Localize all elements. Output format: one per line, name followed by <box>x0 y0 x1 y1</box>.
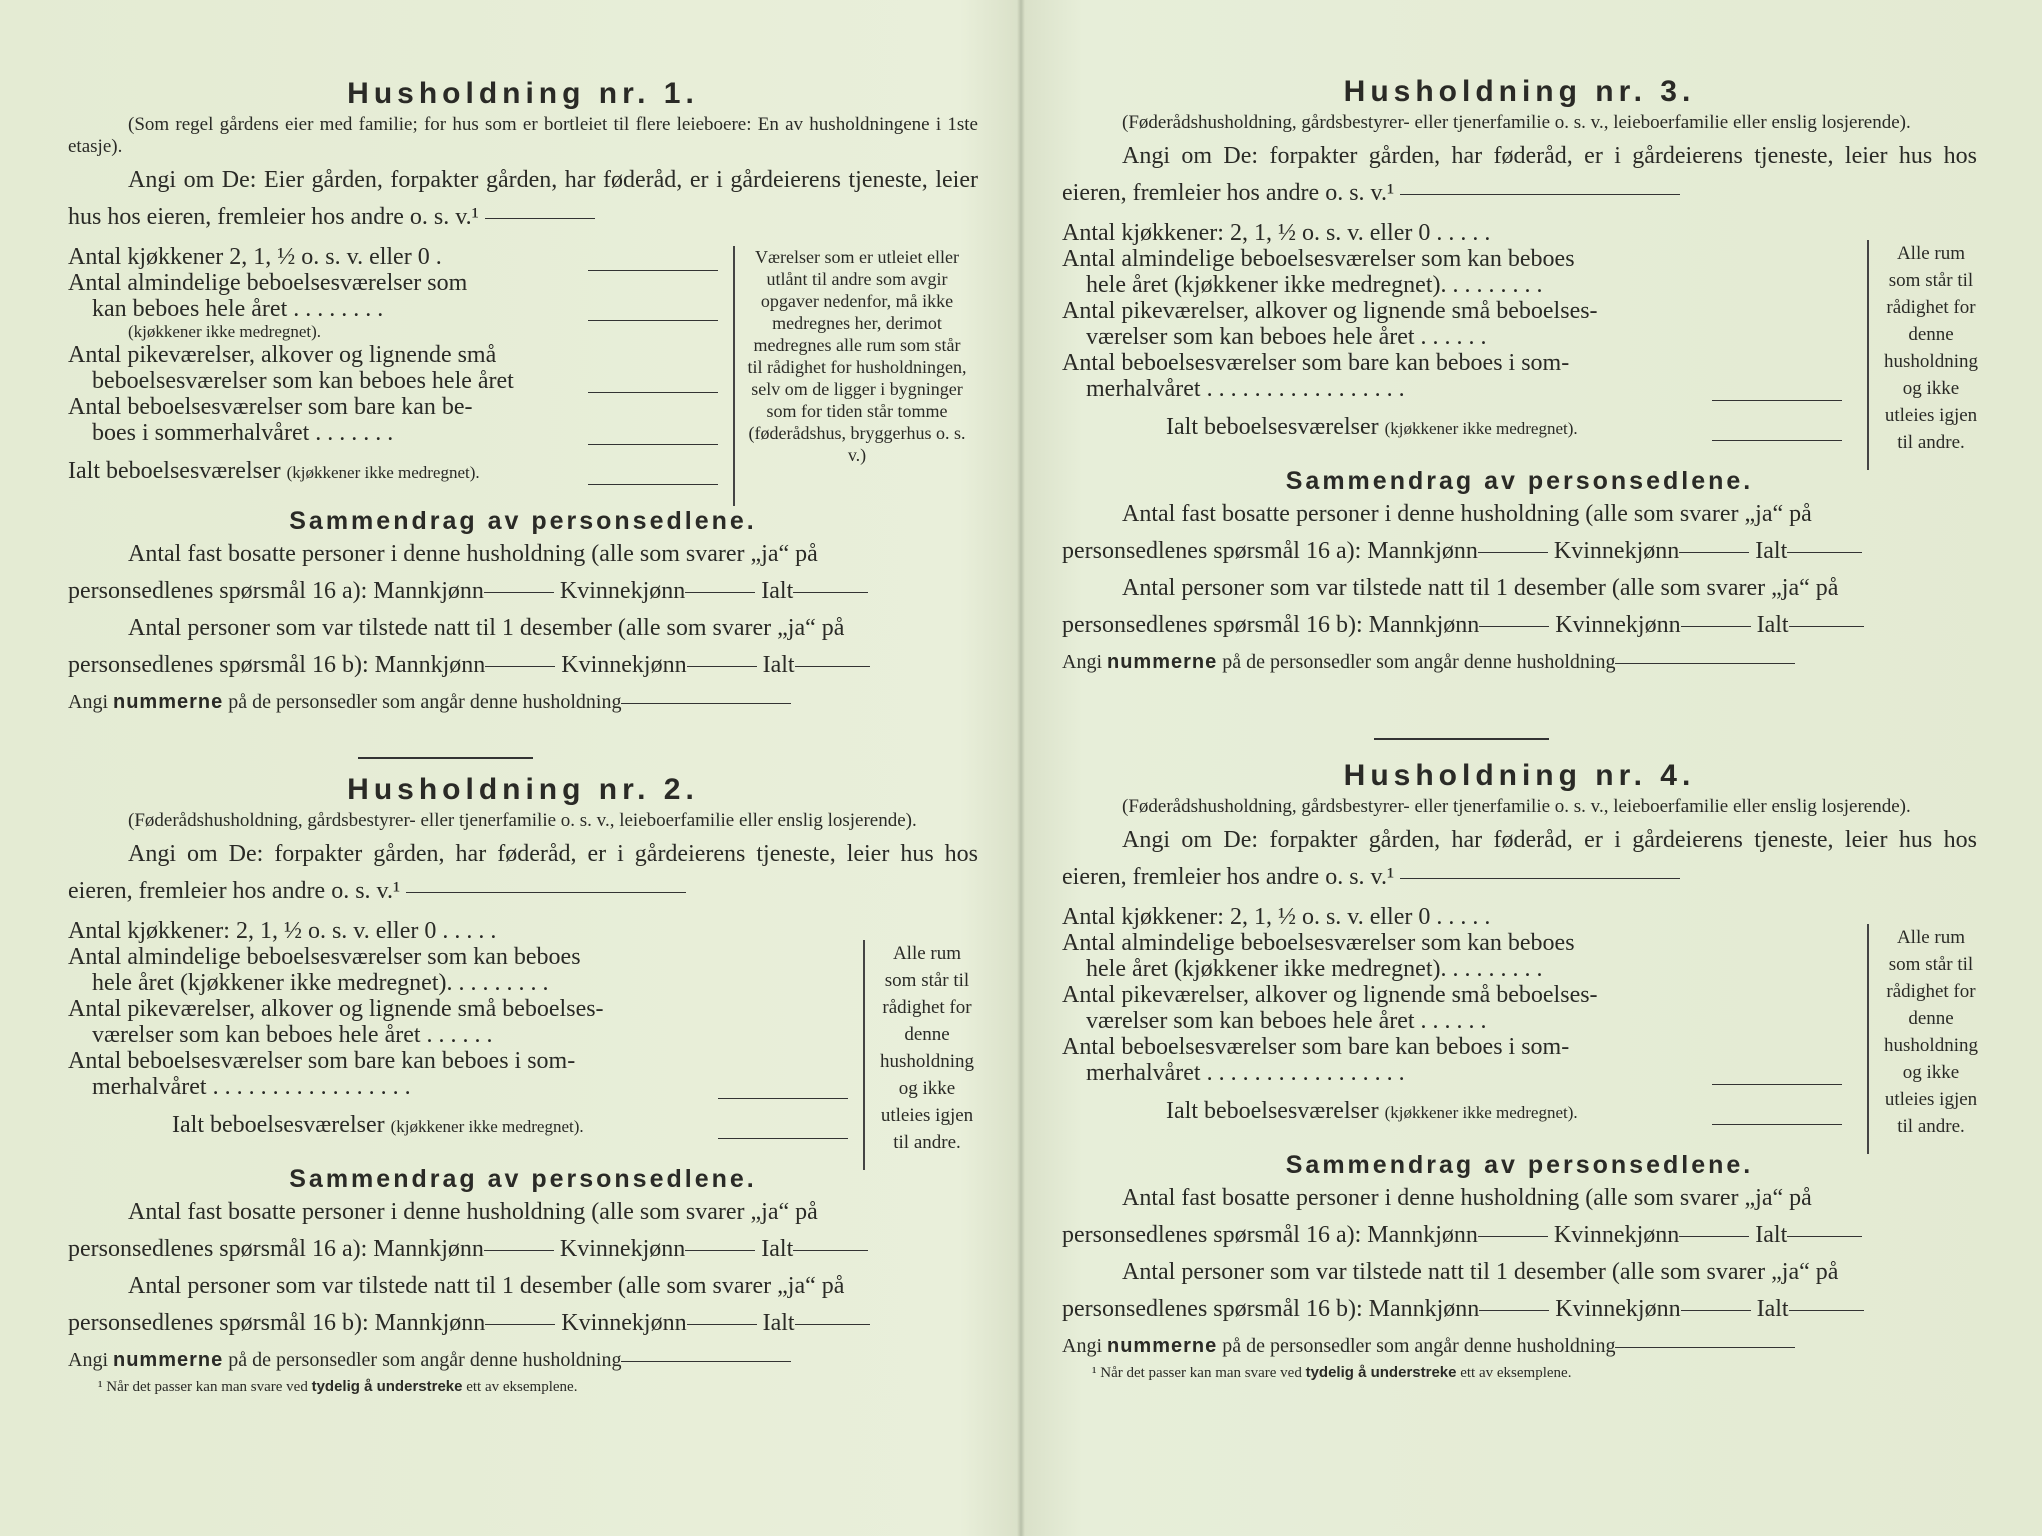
rooms-summer: Antal beboelsesværelser som bare kan beboes i som- <box>68 1048 576 1074</box>
left-page <box>68 0 978 1536</box>
summer-answer-line[interactable] <box>1712 1084 1842 1085</box>
summer-answer-line[interactable] <box>718 1098 848 1099</box>
section-divider <box>1374 738 1549 740</box>
household-2-question: Angi om De: forpakter gården, har føderåd, er i gårdeierens tjeneste, leier hus hos eieren, fremleier hos andre o. s. v.¹ <box>68 841 978 904</box>
male-present-line[interactable] <box>485 665 555 667</box>
total-resident-line[interactable] <box>793 1249 868 1251</box>
rooms-summer-cont: boes i sommerhalvåret . . . . . . . <box>68 420 728 446</box>
summer-answer-line[interactable] <box>588 444 718 445</box>
household-4-note: (Føderådshusholdning, gårdsbestyrer- eller tjenerfamilie o. s. v., leieboerfamilie eller enslig losjerende). <box>1122 796 1911 817</box>
summary-q1: Antal fast bosatte personer i denne husholdning (alle som svarer „ja“ på personsedlenes spørsmål 16 a): Mannkjønn Kvinnekjønn Ialt <box>68 1194 978 1268</box>
rooms-kitchens: Antal kjøkkener: 2, 1, ½ o. s. v. eller 0 . . . . . <box>1062 904 1491 930</box>
household-4-question: Angi om De: forpakter gården, har føderåd, er i gårdeierens tjeneste, leier hus hos eieren, fremleier hos andre o. s. v.¹ <box>1062 827 1977 890</box>
rooms-total: Ialt beboelsesværelser (kjøkkener ikke medregnet). <box>1062 414 1852 442</box>
page-fold <box>1017 0 1025 1536</box>
male-present-line[interactable] <box>1479 1309 1549 1311</box>
summary-numbers: Angi nummerne på de personsedler som angår denne husholdning <box>1062 648 1977 676</box>
male-resident-line[interactable] <box>484 591 554 593</box>
summary-q1: Antal fast bosatte personer i denne husholdning (alle som svarer „ja“ på personsedlenes spørsmål 16 a): Mannkjønn Kvinnekjønn Ialt <box>68 536 978 610</box>
household-1-question: Angi om De: Eier gården, forpakter gården, har føderåd, er i gårdeierens tjeneste, leier hus hos eieren, fremleier hos andre o. s. v.¹ <box>68 167 978 230</box>
section-divider <box>358 757 533 759</box>
rooms-summer-cont: merhalvåret . . . . . . . . . . . . . . . . . <box>1062 376 1852 402</box>
household-2-answer-line[interactable] <box>406 891 686 893</box>
summary-title: Sammendrag av personsedlene. <box>1285 1151 1754 1179</box>
rooms-ordinary-cont: hele året (kjøkkener ikke medregnet). . . . . . . . . <box>92 970 549 996</box>
household-1 <box>68 76 978 716</box>
summer-answer-line[interactable] <box>1712 400 1842 401</box>
total-answer-line[interactable] <box>718 1138 848 1139</box>
household-4-rooms <box>1062 904 1852 1126</box>
rooms-ordinary-cont: hele året (kjøkkener ikke medregnet). . . . . . . . . <box>1086 272 1543 298</box>
female-present-line[interactable] <box>687 665 757 667</box>
rooms-summer-cont: merhalvåret . . . . . . . . . . . . . . . . . <box>1062 1060 1852 1086</box>
female-resident-line[interactable] <box>685 1249 755 1251</box>
rooms-small: Antal pikeværelser, alkover og lignende små beboelses- <box>1062 298 1598 324</box>
small-answer-line[interactable] <box>588 392 718 393</box>
household-2 <box>68 772 978 1396</box>
total-present-line[interactable] <box>795 665 870 667</box>
rooms-ordinary-cont: hele året (kjøkkener ikke medregnet). . . . . . . . . <box>1086 956 1543 982</box>
total-resident-line[interactable] <box>1787 1235 1862 1237</box>
household-3-summary <box>1062 466 1977 676</box>
rooms-ordinary: Antal almindelige beboelsesværelser som <box>68 270 468 296</box>
household-4-answer-line[interactable] <box>1400 877 1680 879</box>
summary-q2: Antal personer som var tilstede natt til 1 desember (alle som svarer „ja“ på personsedlenes spørsmål 16 b): Mannkjønn Kvinnekjønn Ialt <box>1062 1254 1977 1328</box>
household-2-title: Husholdning nr. 2. <box>347 773 699 806</box>
male-resident-line[interactable] <box>1478 551 1548 553</box>
household-2-summary <box>68 1164 978 1396</box>
total-present-line[interactable] <box>1789 1309 1864 1311</box>
right-page <box>1062 0 1977 1536</box>
rooms-ordinary: Antal almindelige beboelsesværelser som kan beboes <box>1062 930 1575 956</box>
rooms-small-cont: værelser som kan beboes hele året . . . . . . <box>1086 324 1487 350</box>
total-answer-line[interactable] <box>588 484 718 485</box>
rooms-small: Antal pikeværelser, alkover og lignende små beboelses- <box>1062 982 1598 1008</box>
household-3-title: Husholdning nr. 3. <box>1343 75 1696 108</box>
female-present-line[interactable] <box>1681 1309 1751 1311</box>
household-1-note: (Som regel gårdens eier med familie; for hus som er bortleiet til flere leieboere: En av husholdningene i 1ste etasje). <box>68 114 978 157</box>
household-2-note: (Føderådshusholdning, gårdsbestyrer- eller tjenerfamilie o. s. v., leieboerfamilie eller enslig losjerende). <box>128 810 917 831</box>
numbers-answer-line[interactable] <box>621 702 791 704</box>
female-resident-line[interactable] <box>1679 1235 1749 1237</box>
ordinary-answer-line[interactable] <box>588 320 718 321</box>
male-resident-line[interactable] <box>484 1249 554 1251</box>
rooms-summer: Antal beboelsesværelser som bare kan be- <box>68 394 473 420</box>
total-answer-line[interactable] <box>1712 1124 1842 1125</box>
male-resident-line[interactable] <box>1478 1235 1548 1237</box>
household-3-side-note: Alle rum som står til rådighet for denne husholdning og ikke utleies igjen til andre. <box>1867 240 1981 470</box>
summary-q2: Antal personer som var tilstede natt til 1 desember (alle som svarer „ja“ på personsedlenes spørsmål 16 b): Mannkjønn Kvinnekjønn Ialt <box>68 1268 978 1342</box>
household-3-question: Angi om De: forpakter gården, har føderåd, er i gårdeierens tjeneste, leier hus hos eieren, fremleier hos andre o. s. v.¹ <box>1062 143 1977 206</box>
male-present-line[interactable] <box>485 1323 555 1325</box>
rooms-total: Ialt beboelsesværelser (kjøkkener ikke medregnet). <box>68 1112 848 1140</box>
summary-title: Sammendrag av personsedlene. <box>289 1165 757 1193</box>
rooms-ordinary-cont: kan beboes hele året . . . . . . . . <box>68 296 728 322</box>
household-4-title: Husholdning nr. 4. <box>1343 759 1696 792</box>
rooms-total: Ialt beboelsesværelser (kjøkkener ikke medregnet). <box>68 458 728 486</box>
rooms-small: Antal pikeværelser, alkover og lignende små <box>68 342 497 368</box>
rooms-small: Antal pikeværelser, alkover og lignende små beboelses- <box>68 996 604 1022</box>
rooms-kitchens: Antal kjøkkener: 2, 1, ½ o. s. v. eller 0 . . . . . <box>68 918 497 944</box>
household-1-side-note: Værelser som er utleiet eller utlånt til andre som avgir opgaver nedenfor, må ikke medregnes her, derimot medregnes alle rum som står til rådighet for husholdningen, selv om de ligger i bygninger som for tiden står tomme (føderådshus, bryggerhus o. s. v.) <box>733 246 967 506</box>
rooms-small-cont: værelser som kan beboes hele året . . . . . . <box>1086 1008 1487 1034</box>
household-4-summary <box>1062 1150 1977 1382</box>
rooms-note: (kjøkkener ikke medregnet). <box>128 322 322 341</box>
household-1-answer-line[interactable] <box>485 217 595 219</box>
summary-q2: Antal personer som var tilstede natt til 1 desember (alle som svarer „ja“ på personsedlenes spørsmål 16 b): Mannkjønn Kvinnekjønn Ialt <box>1062 570 1977 644</box>
summary-q1: Antal fast bosatte personer i denne husholdning (alle som svarer „ja“ på personsedlenes spørsmål 16 a): Mannkjønn Kvinnekjønn Ialt <box>1062 496 1977 570</box>
rooms-kitchens: Antal kjøkkener: 2, 1, ½ o. s. v. eller 0 . . . . . <box>1062 220 1491 246</box>
household-2-side-note: Alle rum som står til rådighet for denne husholdning og ikke utleies igjen til andre. <box>863 940 977 1170</box>
rooms-kitchens: Antal kjøkkener 2, 1, ½ o. s. v. eller 0 . <box>68 244 728 270</box>
summary-q2: Antal personer som var tilstede natt til 1 desember (alle som svarer „ja“ på personsedlenes spørsmål 16 b): Mannkjønn Kvinnekjønn Ialt <box>68 610 978 684</box>
summary-title: Sammendrag av personsedlene. <box>1285 467 1754 495</box>
household-2-rooms <box>68 918 848 1140</box>
household-1-rooms <box>68 244 728 486</box>
household-3-answer-line[interactable] <box>1400 193 1680 195</box>
rooms-small-cont: beboelsesværelser som kan beboes hele året <box>68 368 728 394</box>
numbers-answer-line[interactable] <box>1615 1346 1795 1348</box>
household-3 <box>1062 74 1977 676</box>
household-1-summary <box>68 506 978 716</box>
summary-numbers: Angi nummerne på de personsedler som angår denne husholdning <box>68 1346 978 1374</box>
total-answer-line[interactable] <box>1712 440 1842 441</box>
summary-title: Sammendrag av personsedlene. <box>289 507 757 535</box>
female-present-line[interactable] <box>687 1323 757 1325</box>
total-resident-line[interactable] <box>793 591 868 593</box>
rooms-small-cont: værelser som kan beboes hele året . . . . . . <box>92 1022 493 1048</box>
female-resident-line[interactable] <box>1679 551 1749 553</box>
female-present-line[interactable] <box>1681 625 1751 627</box>
total-resident-line[interactable] <box>1787 551 1862 553</box>
footnote: ¹ Når det passer kan man svare ved tydelig å understreke ett av eksemplene. <box>98 1378 578 1395</box>
summary-numbers: Angi nummerne på de personsedler som angår denne husholdning <box>1062 1332 1977 1360</box>
numbers-answer-line[interactable] <box>1615 662 1795 664</box>
household-4 <box>1062 758 1977 1382</box>
rooms-summer: Antal beboelsesværelser som bare kan beboes i som- <box>1062 1034 1570 1060</box>
household-3-note: (Føderådshusholdning, gårdsbestyrer- eller tjenerfamilie o. s. v., leieboerfamilie eller enslig losjerende). <box>1122 112 1911 133</box>
rooms-ordinary: Antal almindelige beboelsesværelser som kan beboes <box>68 944 581 970</box>
household-3-rooms <box>1062 220 1852 442</box>
numbers-answer-line[interactable] <box>621 1360 791 1362</box>
total-present-line[interactable] <box>795 1323 870 1325</box>
household-4-side-note: Alle rum som står til rådighet for denne husholdning og ikke utleies igjen til andre. <box>1867 924 1981 1154</box>
household-1-title: Husholdning nr. 1. <box>347 77 699 110</box>
rooms-summer-cont: merhalvåret . . . . . . . . . . . . . . . . . <box>68 1074 848 1100</box>
footnote: ¹ Når det passer kan man svare ved tydelig å understreke ett av eksemplene. <box>1092 1364 1572 1381</box>
total-present-line[interactable] <box>1789 625 1864 627</box>
male-present-line[interactable] <box>1479 625 1549 627</box>
summary-numbers: Angi nummerne på de personsedler som angår denne husholdning <box>68 688 978 716</box>
summary-q1: Antal fast bosatte personer i denne husholdning (alle som svarer „ja“ på personsedlenes spørsmål 16 a): Mannkjønn Kvinnekjønn Ialt <box>1062 1180 1977 1254</box>
rooms-summer: Antal beboelsesværelser som bare kan beboes i som- <box>1062 350 1570 376</box>
rooms-ordinary: Antal almindelige beboelsesværelser som kan beboes <box>1062 246 1575 272</box>
rooms-total: Ialt beboelsesværelser (kjøkkener ikke medregnet). <box>1062 1098 1852 1126</box>
female-resident-line[interactable] <box>685 591 755 593</box>
